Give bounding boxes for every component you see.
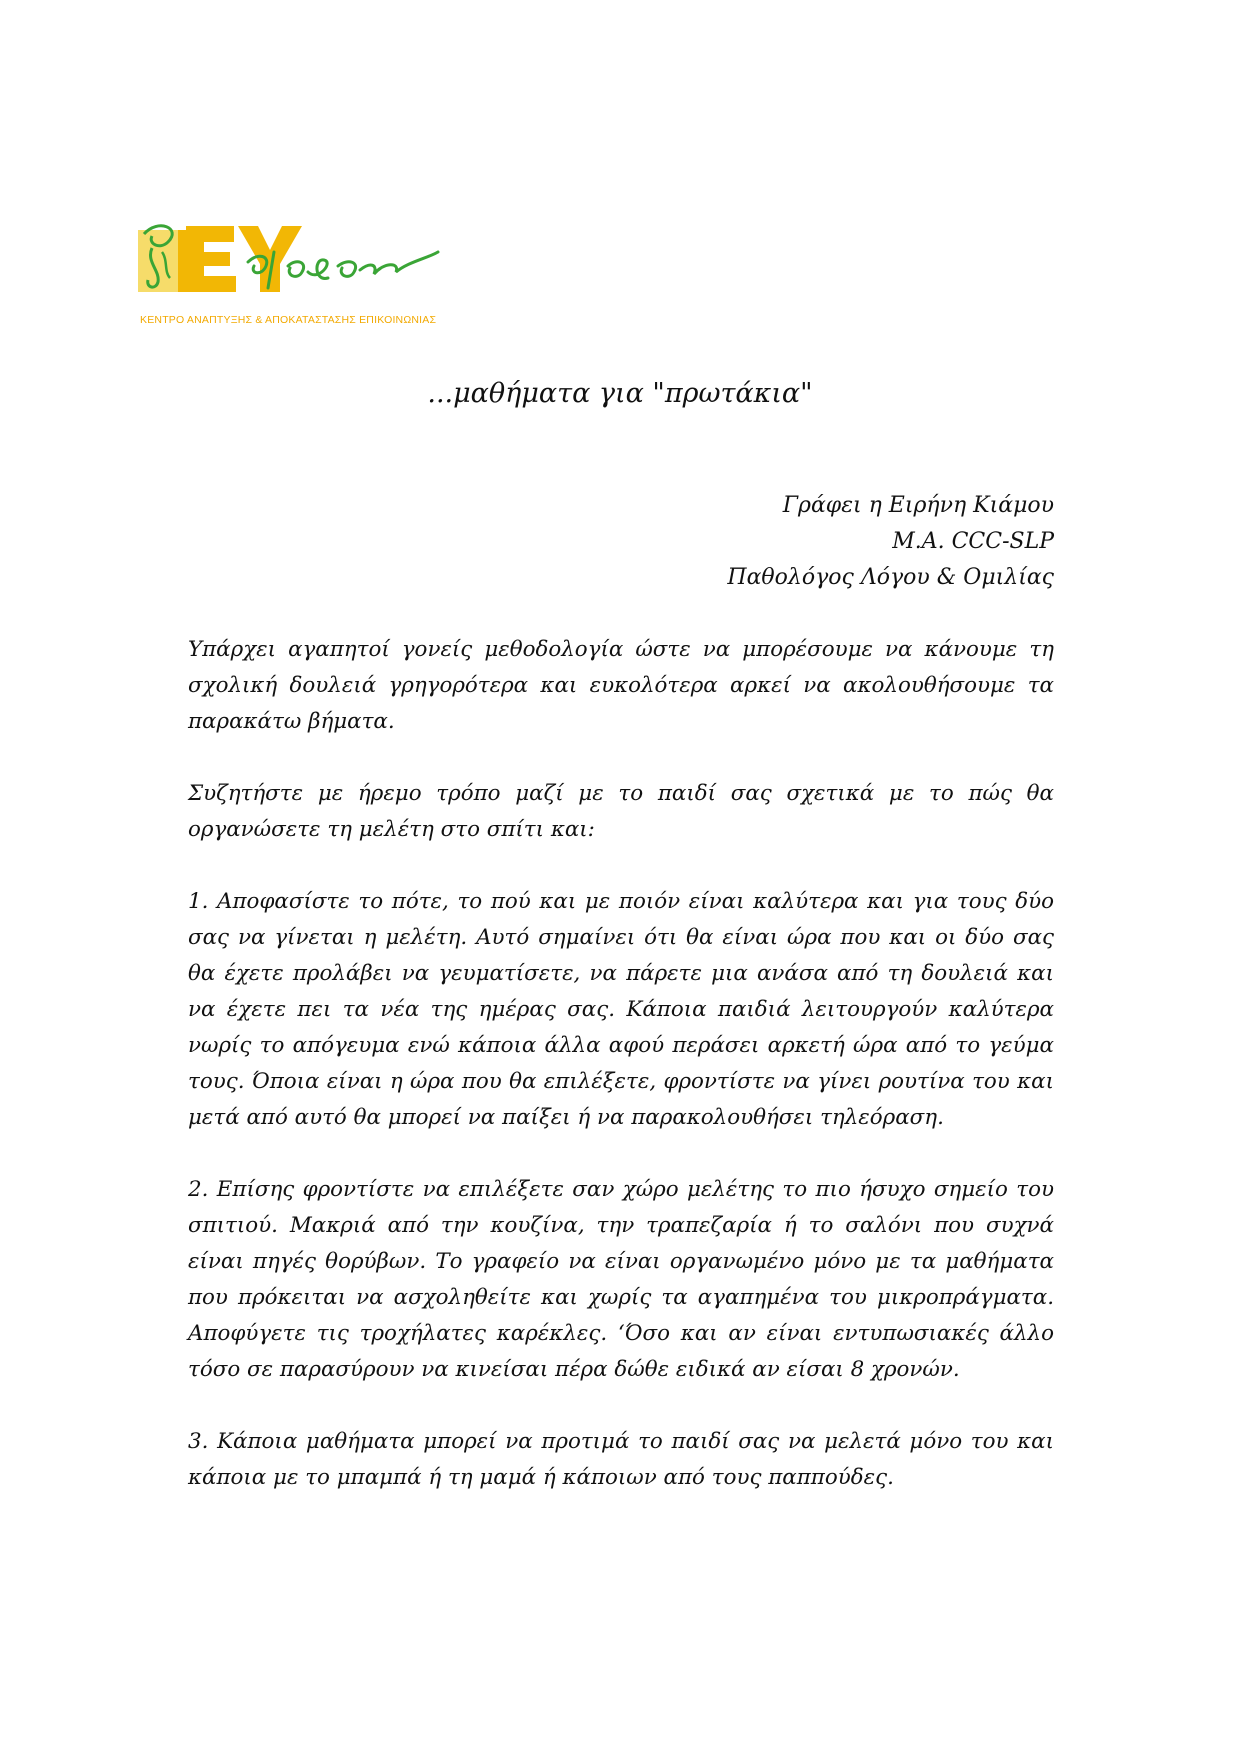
logo-caption: ΚΕΝΤΡΟ ΑΝΑΠΤΥΞΗΣ & ΑΠΟΚΑΤΑΣΤΑΣΗΣ ΕΠΙΚΟΙΝΩΝΙΑΣ [140,314,437,326]
paragraph-intro: Υπάρχει αγαπητοί γονείς μεθοδολογία ώστε να μπορέσουμε να κάνουμε τη σχολική δουλειά γρηγορότερα και ευκολότερα αρκεί να ακολουθήσουμε τα παρακάτω βήματα. [188,637,1054,734]
article-body [188,632,1054,1532]
paragraph-step-2: 2. Επίσης φροντίστε να επιλέξετε σαν χώρο μελέτης το πιο ήσυχο σημείο του σπιτιού. Μακριά από την κουζίνα, την τραπεζαρία ή το σαλόνι που συχνά είναι πηγές θορύβων. Το γραφείο να είναι οργανωμένο μόνο με τα μαθήματα που πρόκειται να ασχοληθείτε και χωρίς τα αγαπημένα του μικροπράγματα. Αποφύγετε τις τροχήλατες καρέκλες. ‘Όσο και αν είναι εντυπωσιακές άλλο τόσο σε παρασύρουν να κινείσαι πέρα δώθε ειδικά αν είσαι 8 χρονών. [188,1177,1054,1382]
paragraph-discuss: Συζητήστε με ήρεμο τρόπο μαζί με το παιδί σας σχετικά με το πώς θα οργανώσετε τη μελέτη στο σπίτι και: [188,781,1054,842]
paragraph-step-3: 3. Κάποια μαθήματα μπορεί να προτιμά το παιδί σας να μελετά μόνο του και κάποια με το μπαμπά ή τη μαμά ή κάποιων από τους παππούδες. [188,1429,1054,1490]
author-credentials: M.A. CCC-SLP [892,529,1054,554]
author-block [727,488,1054,596]
page-title: ...μαθήματα για "πρωτάκια" [427,378,813,409]
paragraph-step-1: 1. Αποφασίστε το πότε, το πού και με ποιόν είναι καλύτερα και για τους δύο σας να γίνεται η μελέτη. Αυτό σημαίνει ότι θα είναι ώρα που και οι δύο σας θα έχετε προλάβει να γευματίσετε, να πάρετε μια ανάσα από τη δουλειά και να έχετε πει τα νέα της ημέρας σας. Κάποια παιδιά λειτουργούν καλύτερα νωρίς το απόγευμα ενώ κάποια άλλα αφού περάσει αρκετή ώρα από το γεύμα τους. Όποια είναι η ώρα που θα επιλέξετε, φροντίστε να γίνει ρουτίνα του και μετά από αυτό θα μπορεί να παίξει ή να παρακολουθήσει τηλεόραση. [188,889,1054,1130]
logo-graphic [138,222,498,312]
author-role: Παθολόγος Λόγου & Ομιλίας [727,565,1054,590]
author-name: Γράφει η Ειρήνη Κιάμου [782,493,1054,518]
